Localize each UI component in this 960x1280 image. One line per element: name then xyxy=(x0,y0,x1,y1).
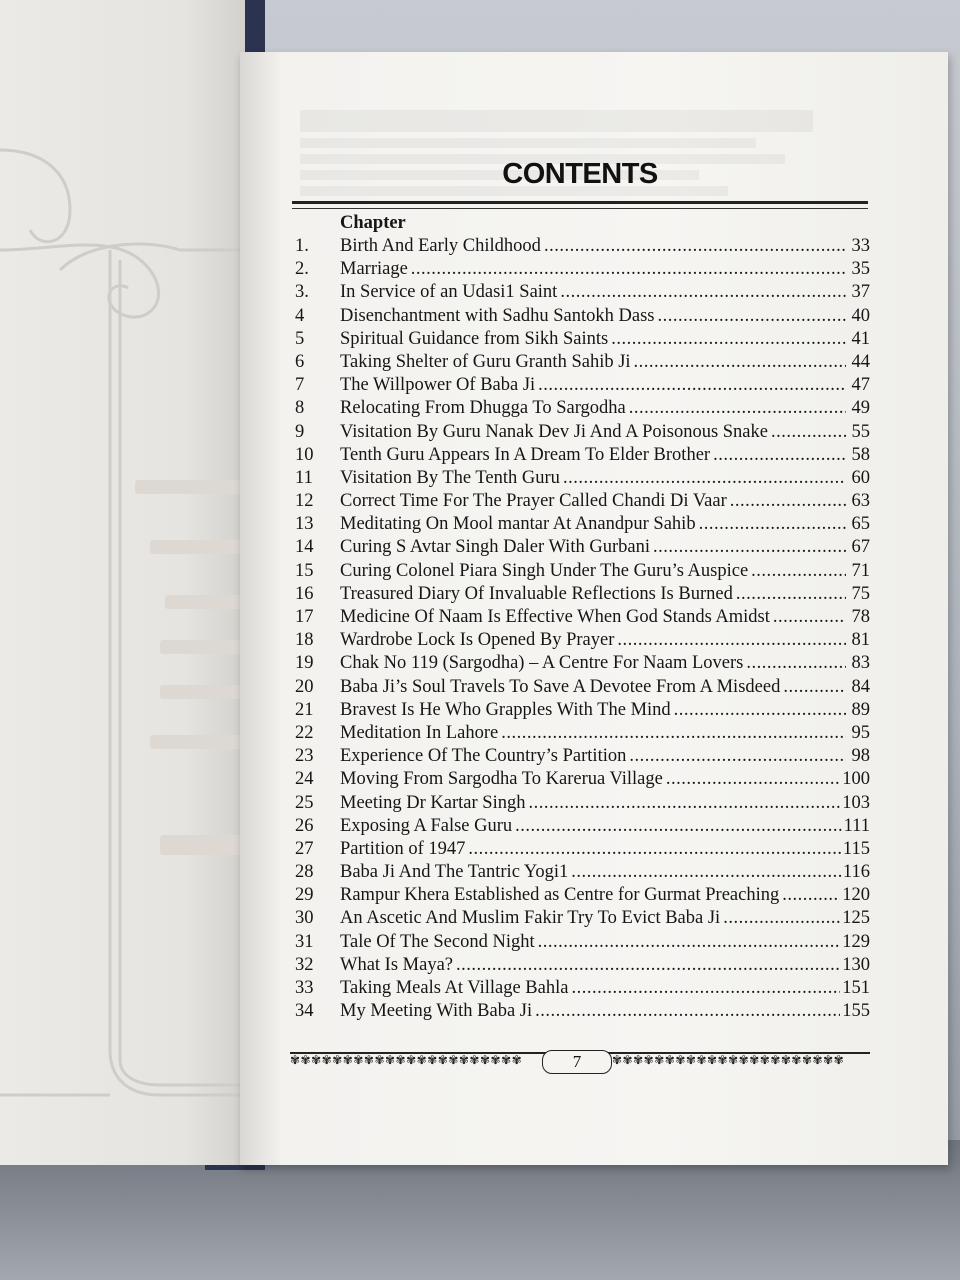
dot-leader xyxy=(713,444,846,467)
chapter-page-number: 75 xyxy=(851,583,870,604)
chapter-title: Curing S Avtar Singh Daler With Gurbani xyxy=(340,537,650,558)
dot-leader xyxy=(501,722,846,745)
chapter-number: 13 xyxy=(295,514,314,535)
title-rule xyxy=(292,201,868,204)
chapter-page-number: 130 xyxy=(842,954,870,975)
chapter-title: Experience Of The Country’s Partition xyxy=(340,746,627,767)
chapter-title: Relocating From Dhugga To Sargodha xyxy=(340,398,626,419)
chapter-number: 14 xyxy=(295,537,314,558)
chapter-number: 32 xyxy=(295,954,314,975)
chapter-number: 1. xyxy=(295,236,309,256)
page-number: 7 xyxy=(542,1050,612,1074)
chapter-page-number: 65 xyxy=(851,514,870,535)
chapter-number: 9 xyxy=(295,421,305,442)
toc-entry xyxy=(290,560,870,583)
chapter-title: Treasured Diary Of Invaluable Reflections Is Burned xyxy=(340,583,733,604)
chapter-title: Bravest Is He Who Grapples With The Mind xyxy=(340,699,671,720)
dot-leader xyxy=(634,351,846,374)
toc-entry xyxy=(290,374,870,397)
toc-entry xyxy=(290,629,870,652)
footer-ornament-icon: ✾✾✾✾✾✾✾✾✾✾✾✾✾✾✾✾✾✾✾✾✾✾ xyxy=(612,1053,845,1067)
chapter-number: 34 xyxy=(295,1001,314,1022)
toc-entry xyxy=(290,583,870,606)
dot-leader xyxy=(699,513,846,536)
dot-leader xyxy=(617,629,846,652)
dot-leader xyxy=(515,815,841,838)
toc-entry xyxy=(290,1000,870,1023)
chapter-number: 29 xyxy=(295,885,314,906)
chapter-page-number: 49 xyxy=(851,398,870,419)
chapter-page-number: 155 xyxy=(842,1001,870,1022)
toc-entry xyxy=(290,699,870,722)
chapter-title: Rampur Khera Established as Centre for Gurmat Preaching xyxy=(340,885,780,906)
dot-leader xyxy=(468,838,841,861)
dot-leader xyxy=(653,536,846,559)
toc-entry xyxy=(290,745,870,768)
dot-leader xyxy=(666,768,840,791)
toc-entry xyxy=(290,305,870,328)
chapter-page-number: 89 xyxy=(851,699,870,720)
toc-entry xyxy=(290,815,870,838)
chapter-page-number: 44 xyxy=(851,351,870,372)
dot-leader xyxy=(657,305,846,328)
chapter-page-number: 81 xyxy=(851,630,870,651)
toc-entry xyxy=(290,861,870,884)
chapter-title: Partition of 1947 xyxy=(340,838,466,859)
chapter-title: Meditation In Lahore xyxy=(340,722,499,743)
dot-leader xyxy=(571,861,841,884)
chapter-page-number: 40 xyxy=(851,305,870,326)
chapter-title: In Service of an Udasi1 Saint xyxy=(340,282,558,303)
toc-entry xyxy=(290,838,870,861)
chapter-title: Baba Ji’s Soul Travels To Save A Devotee From A Misdeed xyxy=(340,676,781,697)
toc-entry xyxy=(290,444,870,467)
chapter-number: 15 xyxy=(295,560,314,581)
chapter-title: Marriage xyxy=(340,259,408,280)
dot-leader xyxy=(563,467,846,490)
chapter-number: 4 xyxy=(295,305,305,326)
chapter-page-number: 83 xyxy=(851,653,870,674)
dot-leader xyxy=(773,606,846,629)
toc-entry xyxy=(290,954,870,977)
chapter-title: Taking Meals At Village Bahla xyxy=(340,978,569,998)
dot-leader xyxy=(723,907,840,930)
chapter-title: Meeting Dr Kartar Singh xyxy=(340,792,526,813)
toc-entry xyxy=(290,536,870,559)
chapter-title: Tenth Guru Appears In A Dream To Elder Brother xyxy=(340,444,711,465)
toc-entry xyxy=(290,490,870,513)
chapter-page-number: 37 xyxy=(851,282,870,303)
chapter-page-number: 103 xyxy=(842,792,870,813)
chapter-page-number: 67 xyxy=(851,537,870,558)
title-rule-thin xyxy=(292,208,868,209)
chapter-number: 23 xyxy=(295,746,314,767)
chapter-page-number: 120 xyxy=(842,885,870,906)
chapter-title: An Ascetic And Muslim Fakir Try To Evict Baba Ji xyxy=(340,908,721,929)
table-of-contents xyxy=(290,212,870,1023)
toc-entry xyxy=(290,884,870,907)
chapter-number: 5 xyxy=(295,328,305,349)
chapter-number: 19 xyxy=(295,653,314,674)
chapter-number: 16 xyxy=(295,583,314,604)
chapter-title: My Meeting With Baba Ji xyxy=(340,1001,533,1022)
toc-entry xyxy=(290,397,870,420)
toc-entry xyxy=(290,676,870,699)
dot-leader xyxy=(736,583,846,606)
chapter-number: 33 xyxy=(295,978,314,998)
toc-entry xyxy=(290,931,870,954)
chapter-title: Taking Shelter of Guru Granth Sahib Ji xyxy=(340,351,631,372)
chapter-number: 26 xyxy=(295,815,314,836)
chapter-number: 30 xyxy=(295,908,314,929)
toc-entry xyxy=(290,258,870,281)
chapter-page-number: 95 xyxy=(851,722,870,743)
chapter-page-number: 111 xyxy=(843,815,870,836)
chapter-title: Meditating On Mool mantar At Anandpur Sahib xyxy=(340,514,696,535)
chapter-page-number: 71 xyxy=(851,560,870,581)
toc-entry xyxy=(290,281,870,304)
chapter-title: Disenchantment with Sadhu Santokh Dass xyxy=(340,305,655,326)
chapter-page-number: 84 xyxy=(851,676,870,697)
dot-leader xyxy=(456,954,840,977)
chapter-page-number: 41 xyxy=(851,328,870,349)
page-footer xyxy=(290,1050,870,1076)
chapter-title: What Is Maya? xyxy=(340,954,454,975)
chapter-page-number: 116 xyxy=(842,862,870,883)
page-title: CONTENTS xyxy=(502,158,658,190)
footer-ornament-icon: ✾✾✾✾✾✾✾✾✾✾✾✾✾✾✾✾✾✾✾✾✾✾ xyxy=(290,1053,523,1067)
chapter-number: 8 xyxy=(295,398,305,419)
dot-leader xyxy=(629,745,846,768)
chapter-number: 31 xyxy=(295,931,314,952)
chapter-title: Visitation By Guru Nanak Dev Ji And A Poisonous Snake xyxy=(340,421,768,442)
toc-entry xyxy=(290,792,870,815)
dot-leader xyxy=(782,884,840,907)
toc-entry xyxy=(290,513,870,536)
dot-leader xyxy=(751,560,846,583)
chapter-title: Curing Colonel Piara Singh Under The Guru’s Auspice xyxy=(340,560,749,581)
dot-leader xyxy=(528,792,840,815)
chapter-page-number: 35 xyxy=(851,259,870,280)
chapter-title: Visitation By The Tenth Guru xyxy=(340,467,560,488)
chapter-number: 27 xyxy=(295,838,314,859)
chapter-page-number: 100 xyxy=(842,769,870,790)
chapter-page-number: 129 xyxy=(842,931,870,952)
chapter-title: Moving From Sargodha To Karerua Village xyxy=(340,769,663,790)
left-page xyxy=(0,0,245,1165)
toc-entry xyxy=(290,907,870,930)
chapter-title: The Willpower Of Baba Ji xyxy=(340,375,536,396)
chapter-page-number: 63 xyxy=(851,491,870,512)
chapter-page-number: 47 xyxy=(851,375,870,396)
dot-leader xyxy=(535,1000,840,1023)
chapter-number: 20 xyxy=(295,676,314,697)
toc-entry xyxy=(290,606,870,629)
chapter-number: 10 xyxy=(295,444,314,465)
chapter-title: Correct Time For The Prayer Called Chandi Di Vaar xyxy=(340,491,727,512)
dot-leader xyxy=(730,490,846,513)
chapter-number: 28 xyxy=(295,862,314,883)
chapter-page-number: 55 xyxy=(851,421,870,442)
chapter-title: Birth And Early Childhood xyxy=(340,236,541,256)
dot-leader xyxy=(611,328,846,351)
dot-leader xyxy=(538,931,841,954)
chapter-number: 7 xyxy=(295,375,305,396)
chapter-number: 25 xyxy=(295,792,314,813)
toc-entry xyxy=(290,421,870,444)
dot-leader xyxy=(560,281,846,304)
chapter-number: 22 xyxy=(295,722,314,743)
chapter-number: 18 xyxy=(295,630,314,651)
chapter-page-number: 115 xyxy=(842,838,870,859)
dot-leader xyxy=(674,699,846,722)
dot-leader xyxy=(538,374,846,397)
chapter-number: 17 xyxy=(295,607,314,627)
chapter-number: 2. xyxy=(295,259,309,280)
toc-entry xyxy=(290,768,870,791)
chapter-title: Tale Of The Second Night xyxy=(340,931,535,952)
dot-leader xyxy=(783,676,846,699)
chapter-page-number: 58 xyxy=(851,444,870,465)
toc-list xyxy=(290,235,870,1023)
toc-entry xyxy=(290,467,870,490)
chapter-title: Baba Ji And The Tantric Yogi1 xyxy=(340,862,569,883)
toc-entry xyxy=(290,328,870,351)
chapter-number: 11 xyxy=(295,467,313,488)
dot-leader xyxy=(411,258,846,281)
chapter-number: 21 xyxy=(295,699,314,720)
toc-entry xyxy=(290,722,870,745)
dot-leader xyxy=(629,397,846,420)
chapter-page-number: 151 xyxy=(842,978,870,998)
chapter-page-number: 60 xyxy=(851,467,870,488)
toc-entry xyxy=(290,235,870,258)
chapter-number: 6 xyxy=(295,351,305,372)
dot-leader xyxy=(571,977,840,1000)
chapter-title: Wardrobe Lock Is Opened By Prayer xyxy=(340,630,615,651)
chapter-number: 24 xyxy=(295,769,314,790)
chapter-number: 3. xyxy=(295,282,309,303)
dot-leader xyxy=(544,235,846,258)
chapter-page-number: 78 xyxy=(851,607,870,627)
chapter-heading: Chapter xyxy=(340,213,406,233)
chapter-number: 12 xyxy=(295,491,314,512)
toc-entry xyxy=(290,351,870,374)
chapter-page-number: 98 xyxy=(851,746,870,767)
chapter-title: Medicine Of Naam Is Effective When God Stands Amidst xyxy=(340,607,770,627)
toc-entry xyxy=(290,977,870,1000)
chapter-title: Spiritual Guidance from Sikh Saints xyxy=(340,328,609,349)
chapter-page-number: 125 xyxy=(842,908,870,929)
page-ornament-icon xyxy=(0,0,245,1165)
toc-entry xyxy=(290,652,870,675)
chapter-title: Exposing A False Guru xyxy=(340,815,513,836)
dot-leader xyxy=(771,421,846,444)
chapter-page-number: 33 xyxy=(851,236,870,256)
dot-leader xyxy=(746,652,846,675)
chapter-title: Chak No 119 (Sargodha) – A Centre For Naam Lovers xyxy=(340,653,744,674)
